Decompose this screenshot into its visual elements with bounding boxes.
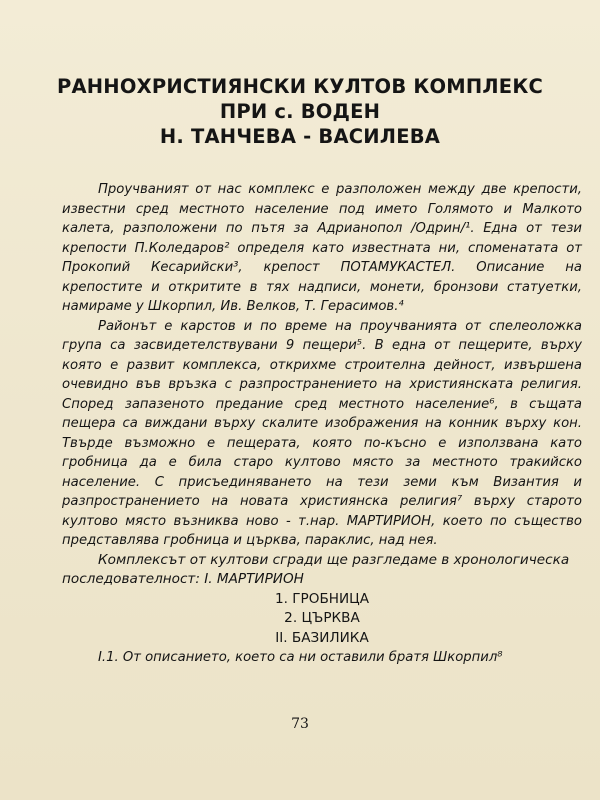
article-title-line-1: РАННОХРИСТИЯНСКИ КУЛТОВ КОМПЛЕКС	[57, 75, 543, 98]
paragraph-continued: I.1. От описанието, което са ни оставили братя Шкорпил⁸	[98, 650, 503, 665]
chronology-item-1: 1. ГРОБНИЦА	[274, 590, 370, 607]
paragraph-2: Районът е карстов и по време на проучванията от спелеоложка група са засвидетелствувани 9 пещери⁵. В една от пещерите, върху която е развит комплекса, открихме строителна дейност, извършена очевидно във връзка с разпространението на християнската религия. Според запазеното предание сред местното население⁶, в същата пещера са виждани върху скалите изображения на конник върху кон. Твърде възможно е пещерата, която по-късно е използвана като гробница да е била старо култово място за местното тракийско население. С присъединяването на тези земи към Византия и разпространението на новата християнска религия⁷ върху старото култово място възниква ново - т.нар. МАРТИРИОН, което по същество представлява гробница и църква, параклис, над нея.	[62, 318, 582, 548]
article-header	[0, 74, 600, 149]
paragraph-1: Проучваният от нас комплекс е разположен между две крепости, известни сред местното население под името Голямото и Малкото калета, разположени по пътя за Адрианопол /Одрин/¹. Една от тези крепости П.Коледаров² определя като известната ни, споменатата от Прокопий Кесарийски³, крепост ПОТАМУКАСТЕЛ. Описание на крепостите и откритите в тях надписи, монети, бронзови статуетки, намираме у Шкорпил, Ив. Велков, Т. Герасимов.⁴	[62, 182, 582, 314]
chronology-intro: Комплексът от култови сгради ще разгледаме в хронологическа последователност: I. МАРТИРИОН	[62, 551, 570, 587]
page-number: 73	[291, 716, 309, 732]
article-author: Н. ТАНЧЕВА - ВАСИЛЕВА	[159, 125, 441, 148]
chronology-item-2: 2. ЦЪРКВА	[284, 610, 360, 626]
article-title-line-2: ПРИ с. ВОДЕН	[219, 100, 381, 123]
chronology-item-3: II. БАЗИЛИКА	[275, 629, 369, 646]
chronology-list	[62, 551, 582, 649]
article-body	[62, 180, 582, 668]
